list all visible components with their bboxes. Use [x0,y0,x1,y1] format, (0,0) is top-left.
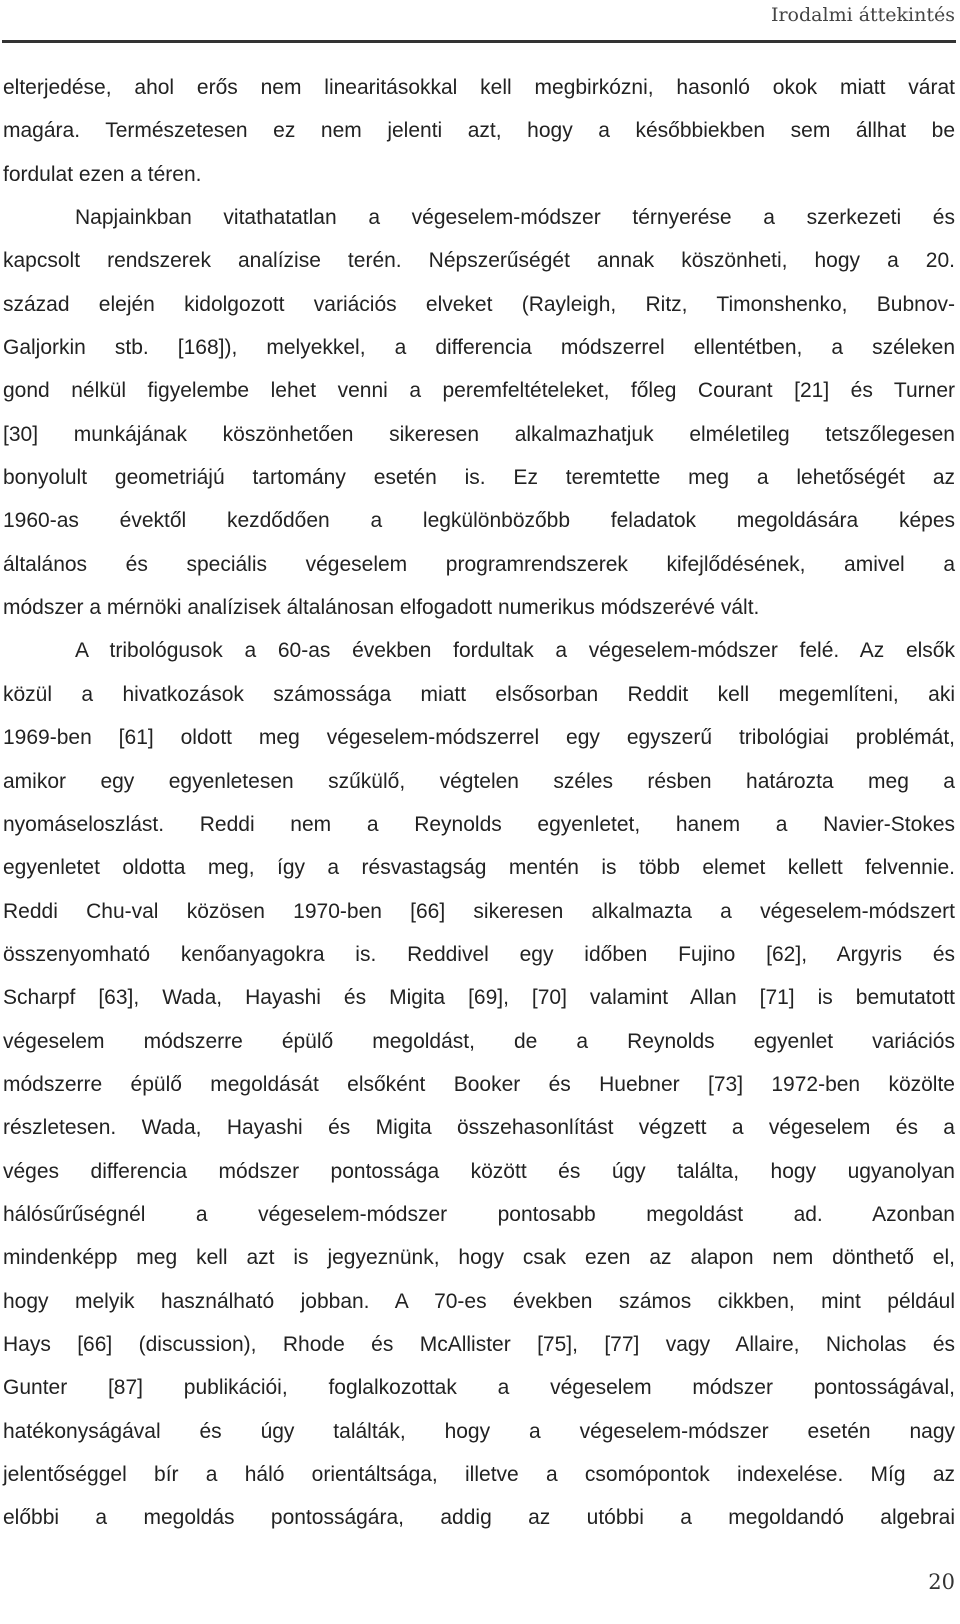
text-line: végeselem módszerre épülő megoldást, de a Reynolds egyenlet variációs [3,1029,955,1053]
text-line: Galjorkin stb. [168]), melyekkel, a differencia módszerrel ellentétben, a széleken [3,336,955,360]
text-line: magára. Természetesen ez nem jelenti azt, hogy a későbbiekben sem állhat be [3,119,955,143]
text-line: 1969-ben [61] oldott meg végeselem-módszerrel egy egyszerű tribológiai problémát, [3,726,955,750]
body-text [3,66,955,1540]
text-line: Gunter [87] publikációi, foglalkozottak a végeselem módszer pontosságával, [3,1376,955,1400]
text-line: 1960-as évektől kezdődően a legkülönbözőbb feladatok megoldására képes [3,509,955,533]
text-line: mindenképp meg kell azt is jegyeznünk, hogy csak ezen az alapon nem dönthető el, [3,1246,955,1270]
text-line: hogy melyik használható jobban. A 70-es években számos cikkben, mint például [3,1289,955,1313]
header-rule [2,40,956,43]
text-line: jelentőséggel bír a háló orientáltsága, illetve a csomópontok indexelése. Míg az [3,1463,955,1486]
text-line: Reddi Chu-val közösen 1970-ben [66] sikeresen alkalmazta a végeselem-módszert [3,899,955,923]
text-line: egyenletet oldotta meg, így a résvastagság mentén is több elemet kellett felvennie. [3,856,955,880]
text-line: század elején kidolgozott variációs elveket (Rayleigh, Ritz, Timonshenko, Bubnov- [3,292,955,316]
running-header: Irodalmi áttekintés [770,4,955,26]
text-line: közül a hivatkozások számossága miatt elsősorban Reddit kell megemlíteni, aki [3,682,955,706]
text-line: gond nélkül figyelembe lehet venni a peremfeltételeket, főleg Courant [21] és Turner [3,379,955,403]
text-line: összenyomható kenőanyagokra is. Reddivel egy időben Fujino [62], Argyris és [3,942,955,966]
text-line: bonyolult geometriájú tartomány esetén is. Ez teremtette meg a lehetőségét az [3,466,955,490]
text-line: kapcsolt rendszerek analízise terén. Népszerűségét annak köszönheti, hogy a 20. [3,249,955,273]
text-line: Hays [66] (discussion), Rhode és McAllister [75], [77] vagy Allaire, Nicholas és [3,1332,955,1356]
text-line: [30] munkájának köszönhetően sikeresen alkalmazhatjuk elméletileg tetszőlegesen [3,422,955,446]
text-line: hálósűrűségnél a végeselem-módszer pontosabb megoldást ad. Azonban [3,1202,955,1226]
text-line: Scharpf [63], Wada, Hayashi és Migita [69], [70] valamint Allan [71] is bemutatott [3,986,955,1010]
text-line: részletesen. Wada, Hayashi és Migita összehasonlítást végzett a végeselem és a [3,1116,955,1140]
text-line: módszer a mérnöki analízisek általánosan elfogadott numerikus módszerévé vált. [3,596,760,620]
text-line: előbbi a megoldás pontosságára, addig az utóbbi a megoldandó algebrai [3,1506,955,1530]
text-line: Napjainkban vitathatatlan a végeselem-módszer térnyerése a szerkezeti és [75,206,955,230]
text-line: nyomáseloszlást. Reddi nem a Reynolds egyenletet, hanem a Navier-Stokes [3,812,955,836]
text-line: elterjedése, ahol erős nem linearitásokkal kell megbirkózni, hasonló okok miatt várat [3,76,955,99]
text-line: módszerre épülő megoldását elsőként Booker és Huebner [73] 1972-ben közölte [3,1072,955,1096]
page-number: 20 [928,1570,955,1594]
text-line: általános és speciális végeselem programrendszerek kifejlődésének, amivel a [3,552,955,576]
text-line: A tribológusok a 60-as években fordultak a végeselem-módszer felé. Az elsők [75,639,955,663]
text-line: véges differencia módszer pontossága között és úgy találta, hogy ugyanolyan [3,1159,955,1183]
text-line: amikor egy egyenletesen szűkülő, végtelen széles résben határozta meg a [3,769,955,793]
text-line: fordulat ezen a téren. [3,162,202,186]
text-line: hatékonyságával és úgy találták, hogy a végeselem-módszer esetén nagy [3,1419,955,1443]
